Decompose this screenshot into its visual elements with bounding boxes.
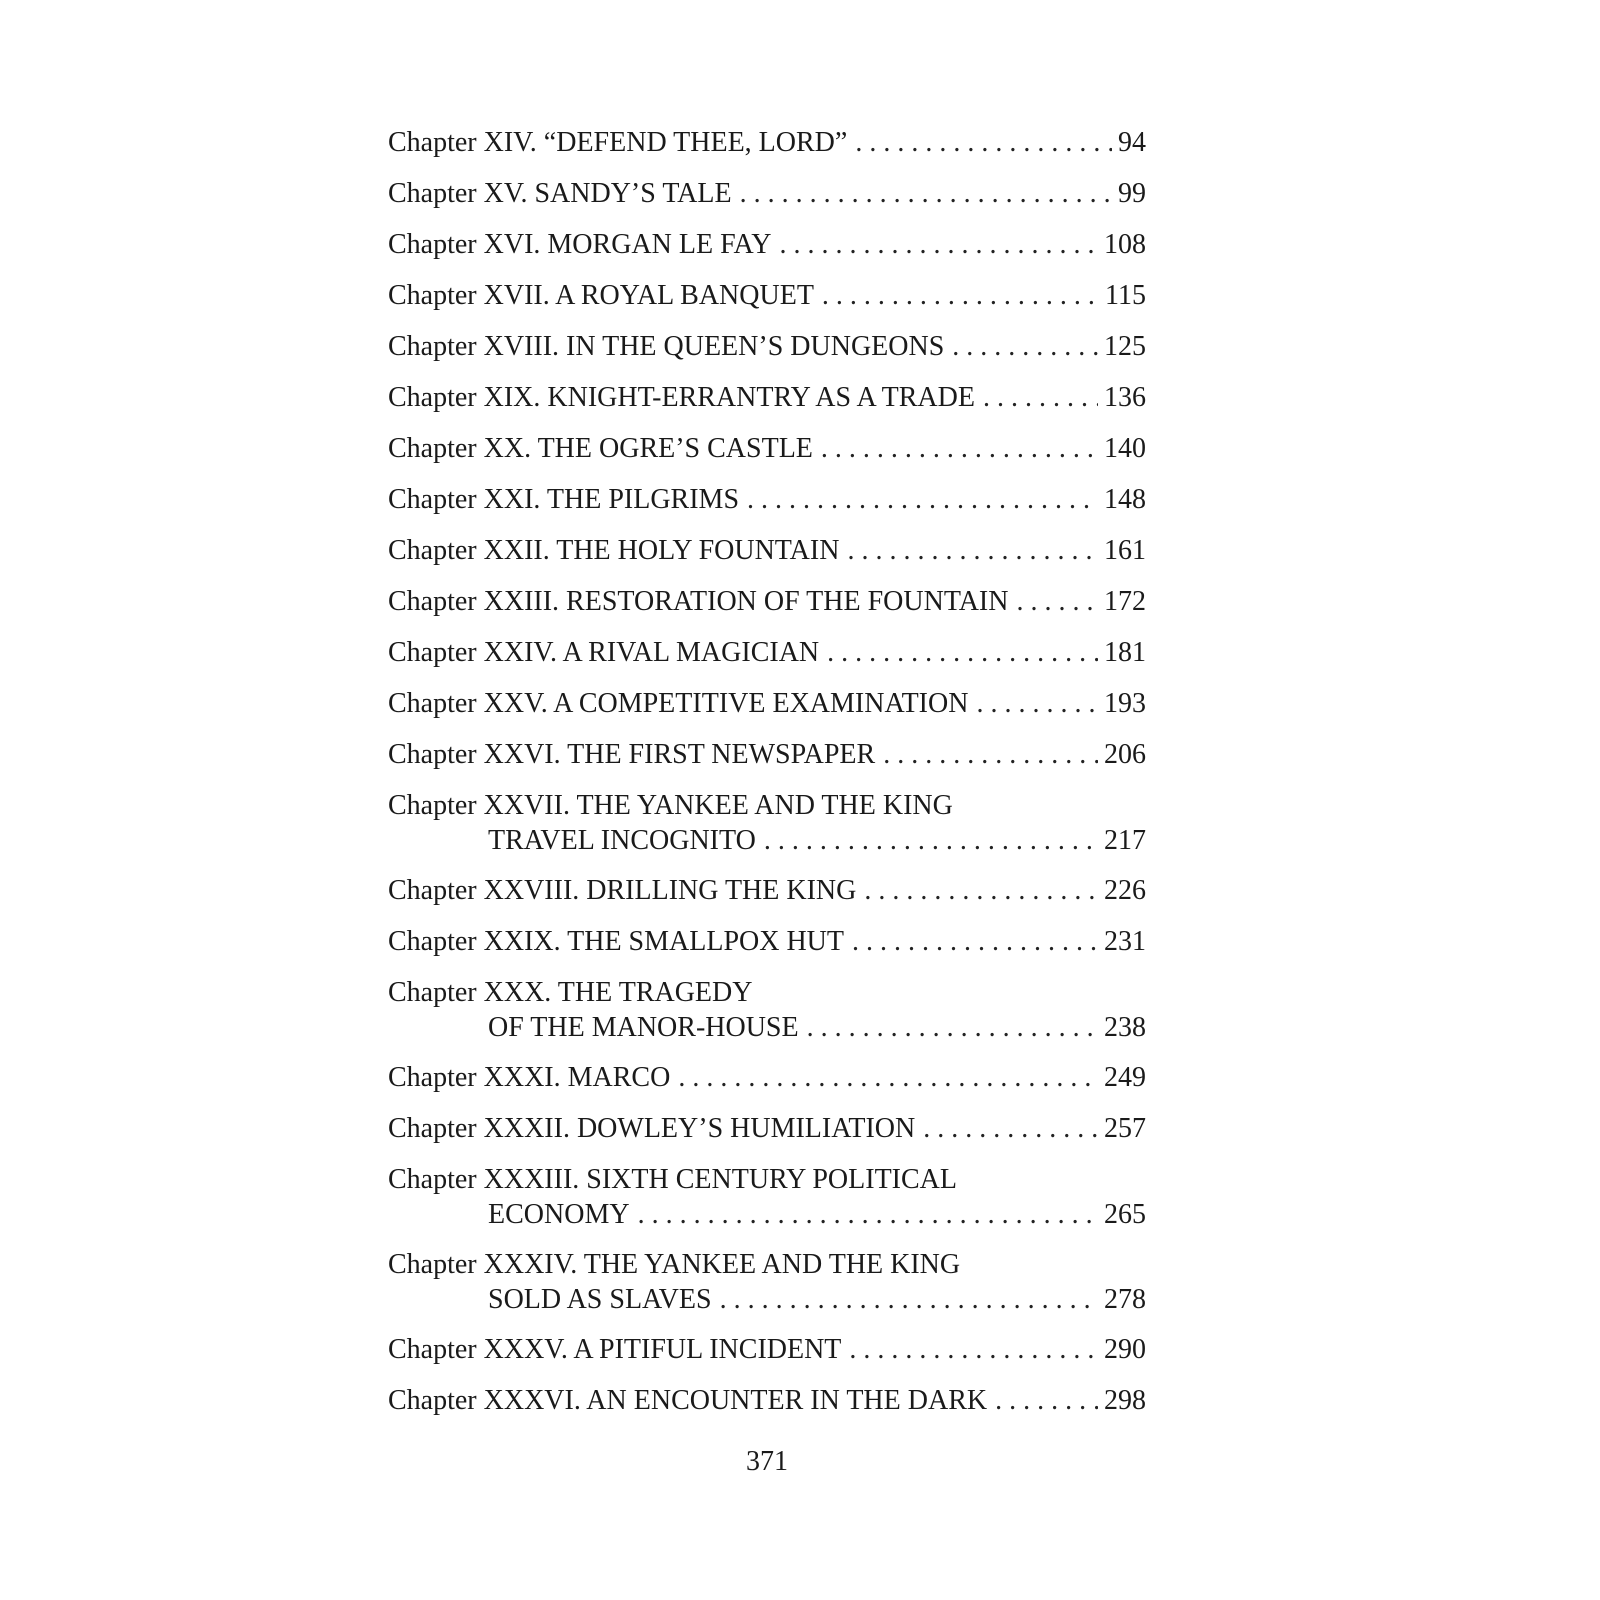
toc-entry [388, 432, 1146, 483]
chapter-title: Chapter XVI. MORGAN LE FAY [388, 229, 772, 260]
chapter-title: Chapter XXXV. A PITIFUL INCIDENT [388, 1334, 842, 1365]
toc-entry [388, 381, 1146, 432]
chapter-page-number: 231 [1104, 926, 1146, 957]
chapter-title-continuation: TRAVEL INCOGNITO [488, 825, 756, 856]
chapter-page-number: 238 [1104, 1012, 1146, 1043]
toc-entry [388, 228, 1146, 279]
chapter-title: Chapter XXI. THE PILGRIMS [388, 484, 740, 515]
dot-leader [638, 1198, 1098, 1232]
dot-leader [952, 330, 1098, 364]
chapter-page-number: 136 [1104, 382, 1146, 413]
chapter-title: Chapter XXIV. A RIVAL MAGICIAN [388, 637, 820, 668]
dot-leader [855, 126, 1112, 160]
dot-leader [678, 1061, 1098, 1095]
dot-leader [923, 1112, 1098, 1146]
chapter-title: Chapter XXXII. DOWLEY’S HUMILIATION [388, 1113, 916, 1144]
toc-entry [388, 483, 1146, 534]
dot-leader [827, 636, 1098, 670]
chapter-page-number: 249 [1104, 1062, 1146, 1093]
chapter-page-number: 257 [1104, 1113, 1146, 1144]
toc-entry [388, 1333, 1146, 1384]
chapter-page-number: 94 [1118, 127, 1146, 158]
dot-leader [747, 483, 1098, 517]
dot-leader [976, 687, 1098, 721]
toc-entry [388, 636, 1146, 687]
chapter-page-number: 206 [1104, 739, 1146, 770]
toc-entry [388, 738, 1146, 789]
chapter-title: Chapter XX. THE OGRE’S CASTLE [388, 433, 813, 464]
toc-entry [388, 925, 1146, 976]
chapter-title: Chapter XV. SANDY’S TALE [388, 178, 732, 209]
dot-leader [864, 874, 1098, 908]
chapter-title-continuation: SOLD AS SLAVES [488, 1284, 712, 1315]
toc-entry [388, 1248, 1146, 1333]
dot-leader [764, 824, 1098, 858]
chapter-page-number: 290 [1104, 1334, 1146, 1365]
dot-leader [995, 1384, 1098, 1418]
chapter-title: Chapter XXVIII. DRILLING THE KING [388, 875, 857, 906]
table-of-contents [388, 126, 1146, 1435]
chapter-page-number: 217 [1104, 825, 1146, 856]
dot-leader [779, 228, 1098, 262]
dot-leader [807, 1011, 1098, 1045]
dot-leader [983, 381, 1098, 415]
toc-entry [388, 177, 1146, 228]
dot-leader [821, 432, 1098, 466]
chapter-page-number: 172 [1104, 586, 1146, 617]
chapter-title: Chapter XXIX. THE SMALLPOX HUT [388, 926, 844, 957]
chapter-title: Chapter XXX. THE TRAGEDY [388, 977, 753, 1008]
chapter-page-number: 181 [1104, 637, 1146, 668]
chapter-title: Chapter XXV. A COMPETITIVE EXAMINATION [388, 688, 969, 719]
chapter-page-number: 278 [1104, 1284, 1146, 1315]
chapter-page-number: 99 [1118, 178, 1146, 209]
toc-entry [388, 687, 1146, 738]
dot-leader [847, 534, 1098, 568]
chapter-title: Chapter XXIII. RESTORATION OF THE FOUNTAIN [388, 586, 1009, 617]
dot-leader [883, 738, 1098, 772]
chapter-page-number: 148 [1104, 484, 1146, 515]
chapter-title: Chapter XVII. A ROYAL BANQUET [388, 280, 814, 311]
chapter-page-number: 125 [1104, 331, 1146, 362]
chapter-page-number: 140 [1104, 433, 1146, 464]
chapter-title: Chapter XXXVI. AN ENCOUNTER IN THE DARK [388, 1385, 988, 1416]
chapter-page-number: 193 [1104, 688, 1146, 719]
toc-entry [388, 1061, 1146, 1112]
chapter-title: Chapter XIX. KNIGHT-ERRANTRY AS A TRADE [388, 382, 975, 413]
toc-entry [388, 126, 1146, 177]
toc-entry [388, 1384, 1146, 1435]
chapter-title: Chapter XXVI. THE FIRST NEWSPAPER [388, 739, 876, 770]
chapter-title: Chapter XXII. THE HOLY FOUNTAIN [388, 535, 840, 566]
chapter-title: Chapter XXVII. THE YANKEE AND THE KING [388, 790, 953, 821]
chapter-title: Chapter XXXI. MARCO [388, 1062, 671, 1093]
chapter-title: Chapter XXXIV. THE YANKEE AND THE KING [388, 1249, 961, 1280]
toc-entry [388, 1163, 1146, 1248]
chapter-title: Chapter XVIII. IN THE QUEEN’S DUNGEONS [388, 331, 945, 362]
chapter-title-continuation: ECONOMY [488, 1199, 630, 1230]
toc-entry [388, 330, 1146, 381]
chapter-page-number: 161 [1104, 535, 1146, 566]
chapter-page-number: 108 [1104, 229, 1146, 260]
toc-entry [388, 874, 1146, 925]
chapter-page-number: 265 [1104, 1199, 1146, 1230]
toc-entry [388, 976, 1146, 1061]
page-number: 371 [746, 1446, 788, 1477]
dot-leader [720, 1283, 1098, 1317]
toc-entry [388, 585, 1146, 636]
toc-entry [388, 1112, 1146, 1163]
toc-entry [388, 534, 1146, 585]
dot-leader [740, 177, 1112, 211]
dot-leader [822, 279, 1099, 313]
dot-leader [852, 925, 1098, 959]
chapter-title: Chapter XXXIII. SIXTH CENTURY POLITICAL [388, 1164, 957, 1195]
chapter-page-number: 226 [1104, 875, 1146, 906]
dot-leader [849, 1333, 1098, 1367]
toc-entry [388, 789, 1146, 874]
toc-entry [388, 279, 1146, 330]
chapter-page-number: 115 [1105, 280, 1146, 311]
chapter-page-number: 298 [1104, 1385, 1146, 1416]
dot-leader [1016, 585, 1098, 619]
chapter-title: Chapter XIV. “DEFEND THEE, LORD” [388, 127, 848, 158]
chapter-title-continuation: OF THE MANOR-HOUSE [488, 1012, 799, 1043]
